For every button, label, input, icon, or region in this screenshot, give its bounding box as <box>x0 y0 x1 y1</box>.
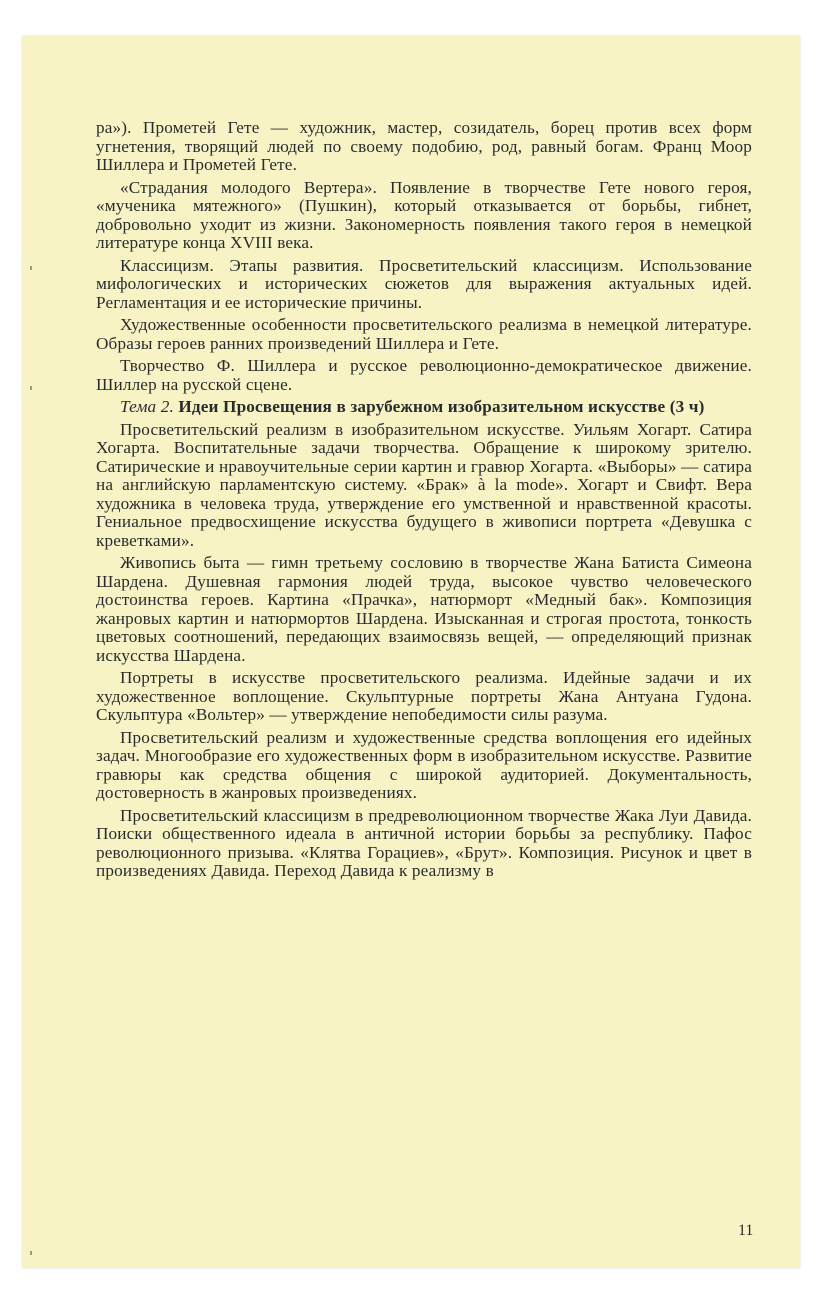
paragraph: «Страдания молодого Вертера». Появление в творчестве Гете нового героя, «мученика мятежного» (Пушкин), который отказывается от борьбы, гибнет, добровольно уходит из жизни. Закономерность появления такого героя в немецкой литературе конца XVIII века. <box>96 177 752 252</box>
topic-label: Тема 2. <box>120 397 174 416</box>
margin-mark <box>30 386 32 390</box>
paragraph: Живопись быта — гимн третьему сословию в творчестве Жана Батиста Симеона Шардена. Душевная гармония людей труда, высокое чувство человеческого достоинства героев. Картина «Прачка», натюрморт «Медный бак». Композиция жанровых картин и натюрмортов Шардена. Изысканная и строгая простота, тонкость цветовых соотношений, передающих взаимосвязь вещей, — определяющий признак искусства Шардена. <box>96 553 752 665</box>
paragraph: Просветительский классицизм в предреволюционном творчестве Жака Луи Давида. Поиски общественного идеала в античной истории борьбы за республику. Пафос революционного призыва. «Клятва Горациев», «Брут». Композиция. Рисунок и цвет в произведениях Давида. Переход Давида к реализму в <box>96 805 752 880</box>
paragraph: Портреты в искусстве просветительского реализма. Идейные задачи и их художественное воплощение. Скульптурные портреты Жана Антуана Гудона. Скульптура «Вольтер» — утверждение непобедимости силы разума. <box>96 668 752 724</box>
page-number: 11 <box>738 1222 754 1239</box>
margin-mark <box>30 1251 32 1255</box>
paragraph: Просветительский реализм в изобразительном искусстве. Уильям Хогарт. Сатира Хогарта. Воспитательные задачи творчества. Обращение к широкому зрителю. Сатирические и нравоучительные серии картин и гравюр Хогарта. «Выборы» — сатира на английскую парламентскую систему. «Брак» à la mode». Хогарт и Свифт. Вера художника в человека труда, утверждение его умственной и нравственной красоты. Гениальное предвосхищение искусства будущего в живописи портрета «Девушка с креветками». <box>96 419 752 550</box>
topic-heading <box>96 398 752 417</box>
paragraph: Классицизм. Этапы развития. Просветительский классицизм. Использование мифологических и исторических сюжетов для выражения актуальных идей. Регламентация и ее исторические причины. <box>96 255 752 312</box>
margin-mark <box>30 266 32 270</box>
page-text <box>96 119 752 885</box>
paragraph: Художественные особенности просветительского реализма в немецкой литературе. Образы героев ранних произведений Шиллера и Гете. <box>96 315 752 353</box>
paragraph: Просветительский реализм и художественные средства воплощения его идейных задач. Многообразие его художественных форм в изобразительном искусстве. Развитие гравюры как средства общения с широкой аудиторией. Документальность, достоверность в жанровых произведениях. <box>96 727 752 802</box>
topic-title: Идеи Просвещения в зарубежном изобразительном искусстве (3 ч) <box>178 397 705 416</box>
paragraph: Творчество Ф. Шиллера и русское революционно-демократическое движение. Шиллер на русской сцене. <box>96 356 752 394</box>
paragraph: ра»). Прометей Гете — художник, мастер, созидатель, борец против всех форм угнетения, творящий людей по своему подобию, род, равный богам. Франц Моор Шиллера и Прометей Гете. <box>96 118 752 174</box>
